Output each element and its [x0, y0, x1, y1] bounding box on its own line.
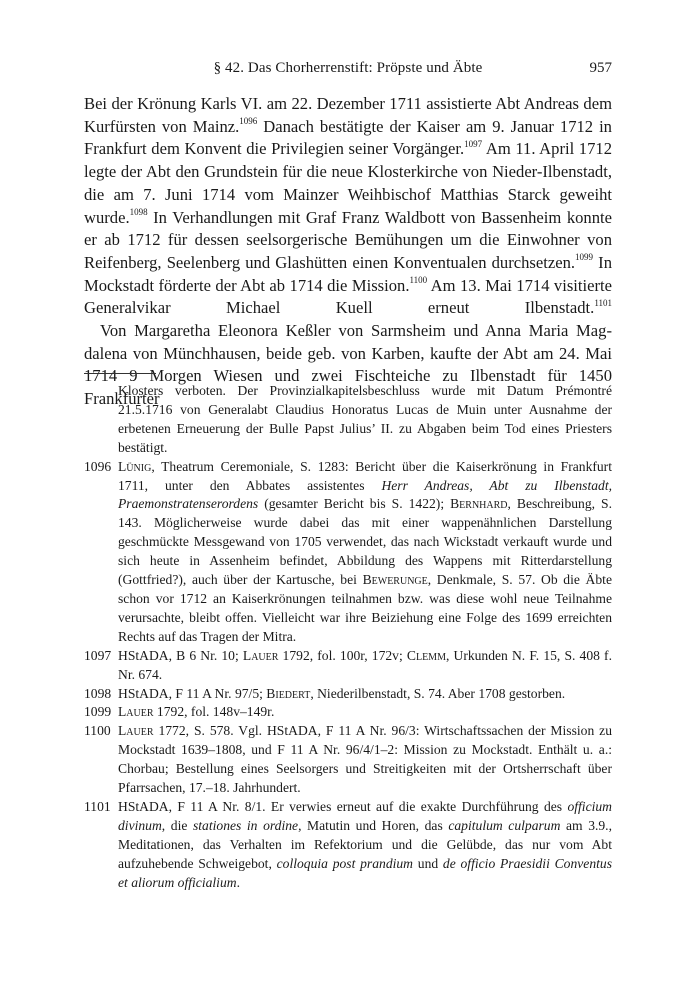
main-text — [84, 93, 612, 411]
text-run: (gesamter Bericht bis S. 1422); — [258, 496, 451, 512]
text-run: , Niederilbenstadt, S. 74. Aber 1708 gestorben. — [310, 685, 566, 701]
footnote-1096 — [84, 458, 612, 647]
author-name: Clemm — [406, 647, 446, 663]
italic-term: capitulum culparum — [448, 817, 561, 833]
text-run: , Beschreibung, S. 143. Möglicherweise wurde dabei das mit einer wappenähnlichen Darstellung geschmückte Messgewand von 1705 verwendet, das nach Wickstadt verkauft wurde und sich heute in Assenheim befindet, Abbildung des Wappens mit Ritterdarstellung (Gottfried?), auch über der Kartusche, bei — [118, 496, 612, 588]
footnote-ref-1098[interactable]: 1098 — [129, 206, 148, 217]
paragraph-1 — [84, 93, 612, 320]
text-run: Danach bestätigte der Kaiser am 9. Januar 1712 in Frankfurt dem Konvent die Privilegien seiner Vorgänger. — [84, 116, 612, 159]
italic-term: officium divinum — [118, 798, 612, 833]
footnote-ref-1101[interactable]: 1101 — [594, 297, 612, 308]
italic-term: stationes in ordine — [192, 817, 299, 833]
text-run: In Verhandlungen mit Graf Franz Waldbott von Bassenheim konnte er ab 1712 für dessen seelsorgerische Bemühungen um die Einwohner von Reifenberg, Seelenberg und Glashütten einen Konventualen durchsetzen. — [84, 207, 612, 272]
text-run: . — [236, 874, 240, 890]
text-run: Am 13. Mai 1714 visitierte Generalvikar Michael Kuell erneut Ilbenstadt. — [84, 275, 612, 318]
italic-quote: Herr Andreas, Abt zu Ilbenstadt, Praemonstratenserordens — [118, 477, 612, 512]
text-run: , Urkunden N. F. 15, S. 408 f. Nr. 674. — [118, 647, 612, 682]
text-run: HStADA, F 11 A Nr. 97/5; — [118, 685, 267, 701]
text-run: 1792, fol. 148v–149r. — [153, 704, 275, 720]
footnote-ref-1097[interactable]: 1097 — [464, 138, 483, 149]
text-run: und — [413, 855, 443, 871]
author-name: Bernhard — [450, 496, 508, 512]
footnote-1098 — [84, 685, 612, 704]
text-run: 1772, S. 578. Vgl. HStADA, F 11 A Nr. 96/3: Wirtschaftssachen der Mission zu Mockstadt 1639–1808, und F 11 A Nr. 96/4/1–2: Mission zu Mockstadt. Enthält u. a.: Chorbau; Bestellung eines Seelsorgers und Streitigkeiten mit der Ortsherrschaft über Pfarrsachen, 17.–18. Jahrhundert. — [118, 723, 612, 796]
author-name: Biedert — [266, 685, 311, 701]
footnote-1101 — [84, 798, 612, 893]
footnote-1099 — [84, 703, 612, 722]
footnote-number: 1100 — [84, 723, 111, 739]
italic-term: de officio Praesidii Conventus et aliorum officialium — [118, 855, 612, 890]
text-run: , die — [161, 817, 193, 833]
footnote-number: 1096 — [84, 458, 112, 474]
footnote-1097 — [84, 647, 612, 685]
page-number: 957 — [589, 60, 612, 76]
running-title: § 42. Das Chorherrenstift: Pröpste und Äbte — [213, 60, 483, 76]
footnote-number: 1101 — [84, 798, 111, 814]
author-name: Bewerunge — [362, 572, 428, 588]
author-name: Lauer — [118, 723, 154, 739]
paragraph-2: Von Margaretha Eleonora Keßler von Sarmsheim und Anna Maria Magdalena von Münchhausen, beide geb. von Karben, kaufte der Abt am 24. Mai 1714 9 Morgen Wiesen und zwei Fischteiche zu Ilbenstadt für 1450 Frankfurter — [84, 321, 612, 409]
footnote-1100 — [84, 722, 612, 798]
text-run: am 3.9., Meditationen, das Verhalten im Refektorium und die Gelübde, das nur vom Abt aufzuhebende Schweigebot, — [118, 817, 612, 871]
footnote-ref-1100[interactable]: 1100 — [409, 275, 428, 286]
author-name: Lauer — [118, 704, 154, 720]
text-run: , Matutin und Horen, das — [298, 817, 449, 833]
text-run: , Denkmale, S. 57. Ob die Äbte schon vor 1712 an Kaiserkrönungen teilnahmen bzw. was diese wohl neue Teilnahme verursachte, bleibt offen. Vielleicht war ihre Beiziehung eine Folge des 1699 erreichten Rechts auf das Tragen der Mitra. — [118, 572, 612, 644]
text-run: HStADA, F 11 A Nr. 8/1. Er verwies erneut auf die exakte Durchführung des — [118, 798, 568, 814]
footnote-number: 1098 — [84, 685, 112, 701]
footnotes — [84, 382, 612, 892]
text-run: Am 11. April 1712 legte der Abt den Grundstein für die neue Klosterkirche von Nieder-Ilbenstadt, die am 7. Juni 1714 vom Mainzer Weihbischof Matthias Starck geweiht wurde. — [84, 139, 612, 227]
footnote-continuation: Klosters verboten. Der Provinzialkapitelsbeschluss wurde mit Datum Prémontré 21.5.1716 von Generalabt Claudius Honoratus Lucas de Muin unter Ausnahme der erbetenen Erneuerung der Bulle Papst Julius’ II. zu Abgaben beim Tod eines Priesters bestätigt. — [118, 383, 612, 455]
text-run: 1792, fol. 100r, 172v; — [278, 647, 407, 663]
author-name: Lauer — [242, 647, 279, 663]
text-run: In Mockstadt förderte der Abt ab 1714 die Mission. — [84, 252, 612, 295]
text-run: Bei der Krönung Karls VI. am 22. Dezember 1711 assistierte Abt Andreas dem Kurfürsten von Mainz. — [84, 94, 612, 136]
text-run: HStADA, B 6 Nr. 10; — [118, 647, 243, 663]
italic-term: colloquia post prandium — [276, 855, 414, 871]
footnote-ref-1096[interactable]: 1096 — [239, 116, 258, 127]
running-header — [84, 60, 612, 84]
footnote-number: 1097 — [84, 647, 112, 663]
footnote-number: 1099 — [84, 704, 112, 720]
footnote-separator — [84, 373, 156, 374]
footnote-ref-1099[interactable]: 1099 — [575, 252, 594, 263]
text-run: , Theatrum Ceremoniale, S. 1283: Bericht über die Kaiserkrönung in Frankfurt 1711, unter den Abbates assistentes — [118, 458, 612, 493]
author-name: Lünig — [118, 458, 152, 474]
